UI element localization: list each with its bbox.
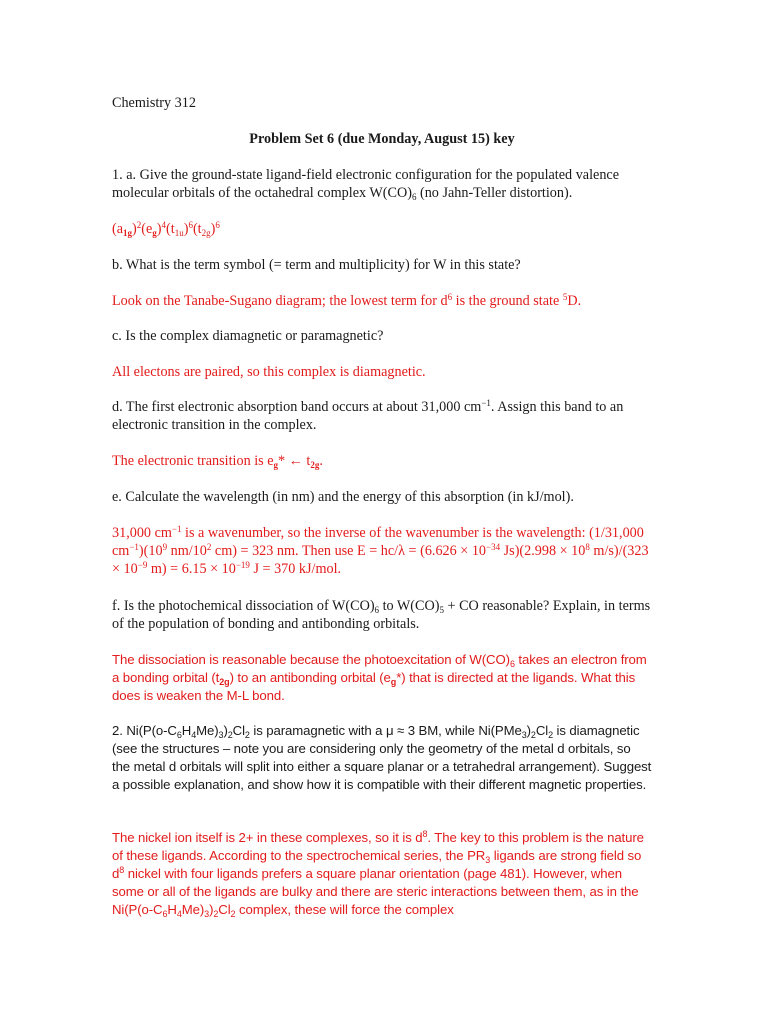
q1f-prompt: f. Is the photochemical dissociation of $W(CO)_6$ to $W(CO)_5$ + CO reasonable? Explain, in terms of the population of bonding and antibonding orbitals.	[112, 598, 651, 632]
q1e-answer: 31,000 $cm^{-1}$ is a wavenumber, so the inverse of the wavenumber is the wavelength: (1/31,000 $cm^{-1})(10^9$ $nm/10^2$ cm) = 323 nm. Then use $E = hc/\lambda = (6.626 \times 10^{-34}$ $Js)(2.998 \times 10^8$ $m/s)/(323 \times 10^{-9}$ $m) = 6.15 \times 10^{-19}$ J = 370 kJ/mol.	[112, 524, 649, 577]
q1a-answer: $(a_{1g})^2(e_g)^4(t_{1u})^6(t_{2g})^6$	[112, 220, 220, 238]
q1d-prompt: d. The first electronic absorption band occurs at about 31,000 $cm^{-1}$. Assign this band to an electronic transition in the complex.	[112, 398, 624, 433]
course-name: Chemistry 312	[112, 95, 196, 111]
q1d-answer: The electronic transition is $e_g*$ ← $t_{2g}$.	[112, 453, 323, 470]
q2-answer: The nickel ion itself is 2+ in these complexes, so it is $d^8$. The key to this problem is the nature of these ligands. According to the spectrochemical series, the $PR_3$ ligands are strong field so $d^8$ nickel with four ligands prefers a square planar orientation (page 481). However, when some or all of the ligands are bulky and there are steric interactions between them, as in the $Ni(P(o-C_6H_4Me)_3)_2Cl_2$ complex, these will force the complex	[112, 829, 644, 919]
q2-prompt: 2. $Ni(P(o-C_6H_4Me)_3)_2Cl_2$ is paramagnetic with a μ ≈ 3 BM, while $Ni(PMe_3)_2Cl_2$ is diamagnetic (see the structures – note you are considering only the geometry of the metal d orbitals, so the metal d orbitals will split into either a square planar or a tetrahedral arrangement). Suggest a possible explanation, and show how it is compatible with their different magnetic properties.	[112, 723, 652, 792]
page-title: Problem Set 6 (due Monday, August 15) key	[249, 131, 515, 147]
q1a-prompt: 1. a. Give the ground-state ligand-field electronic configuration for the populated valence molecular orbitals of the octahedral complex $W(CO)_6$ (no Jahn-Teller distortion).	[112, 167, 620, 202]
q1f-answer: The dissociation is reasonable because the photoexcitation of $W(CO)_6$ takes an electron from a bonding orbital $(t_{2g})$ to an antibonding orbital $(e_g*)$ that is directed at the ligands. What this does is weaken the M-L bond.	[112, 652, 647, 703]
q1c-answer: All electons are paired, so this complex is diamagnetic.	[112, 364, 426, 380]
q1b-answer: Look on the Tanabe-Sugano diagram; the lowest term for $d^6$ is the ground state $^5$D.	[112, 292, 582, 309]
q1c-prompt: c. Is the complex diamagnetic or paramagnetic?	[112, 328, 384, 344]
q1b-prompt: b. What is the term symbol (= term and multiplicity) for W in this state?	[112, 257, 521, 273]
q1e-prompt: e. Calculate the wavelength (in nm) and the energy of this absorption (in kJ/mol).	[112, 489, 574, 505]
